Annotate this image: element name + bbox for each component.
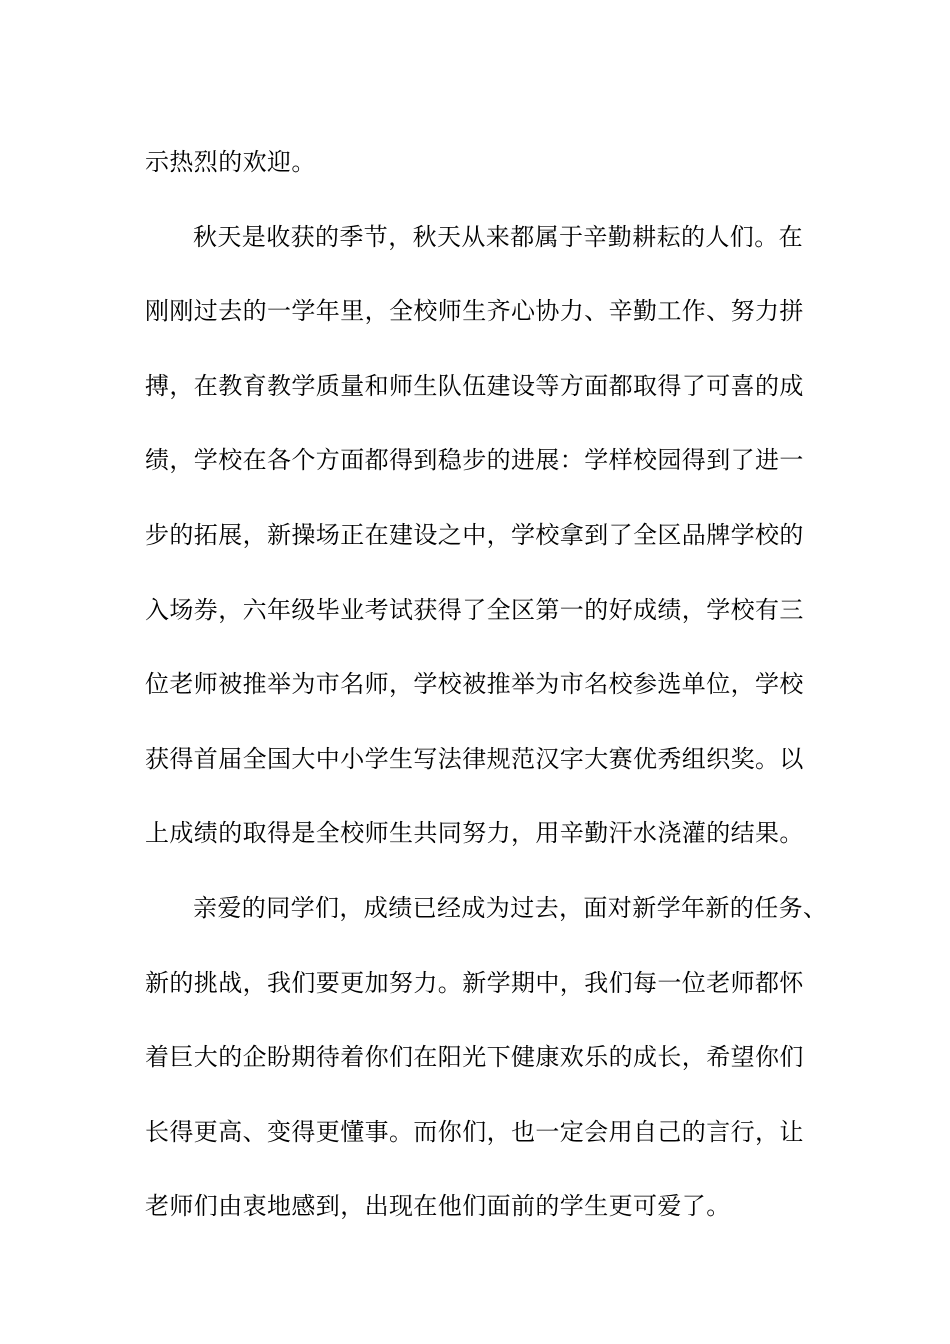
text-line: 老师们由衷地感到，出现在他们面前的学生更可爱了。 (145, 1192, 731, 1221)
text-line: 示热烈的欢迎。 (145, 148, 316, 176)
document-body (145, 125, 828, 1244)
text-line: 入场券，六年级毕业考试获得了全区第一的好成绩，学校有三 (145, 595, 804, 624)
text-line: 亲爱的同学们，成绩已经成为过去，面对新学年新的任务、 (193, 893, 828, 922)
text-line: 长得更高、变得更懂事。而你们，也一定会用自己的言行，让 (145, 1117, 804, 1146)
text-line: 着巨大的企盼期待着你们在阳光下健康欢乐的成长，希望你们 (145, 1043, 804, 1072)
text-line: 上成绩的取得是全校师生共同努力，用辛勤汗水浇灌的结果。 (145, 819, 804, 848)
text-line: 步的拓展，新操场正在建设之中，学校拿到了全区品牌学校的 (145, 520, 804, 549)
text-line: 搏，在教育教学质量和师生队伍建设等方面都取得了可喜的成 (145, 371, 804, 400)
text-line: 新的挑战，我们要更加努力。新学期中，我们每一位老师都怀 (145, 968, 804, 997)
text-line: 刚刚过去的一学年里，全校师生齐心协力、辛勤工作、努力拼 (145, 297, 804, 326)
text-line: 获得首届全国大中小学生写法律规范汉字大赛优秀组织奖。以 (145, 744, 804, 773)
text-line: 绩，学校在各个方面都得到稳步的进展：学样校园得到了进一 (145, 446, 804, 475)
text-line: 秋天是收获的季节，秋天从来都属于辛勤耕耘的人们。在 (193, 222, 803, 251)
text-line: 位老师被推举为市名师，学校被推举为市名校参选单位，学校 (145, 670, 804, 699)
